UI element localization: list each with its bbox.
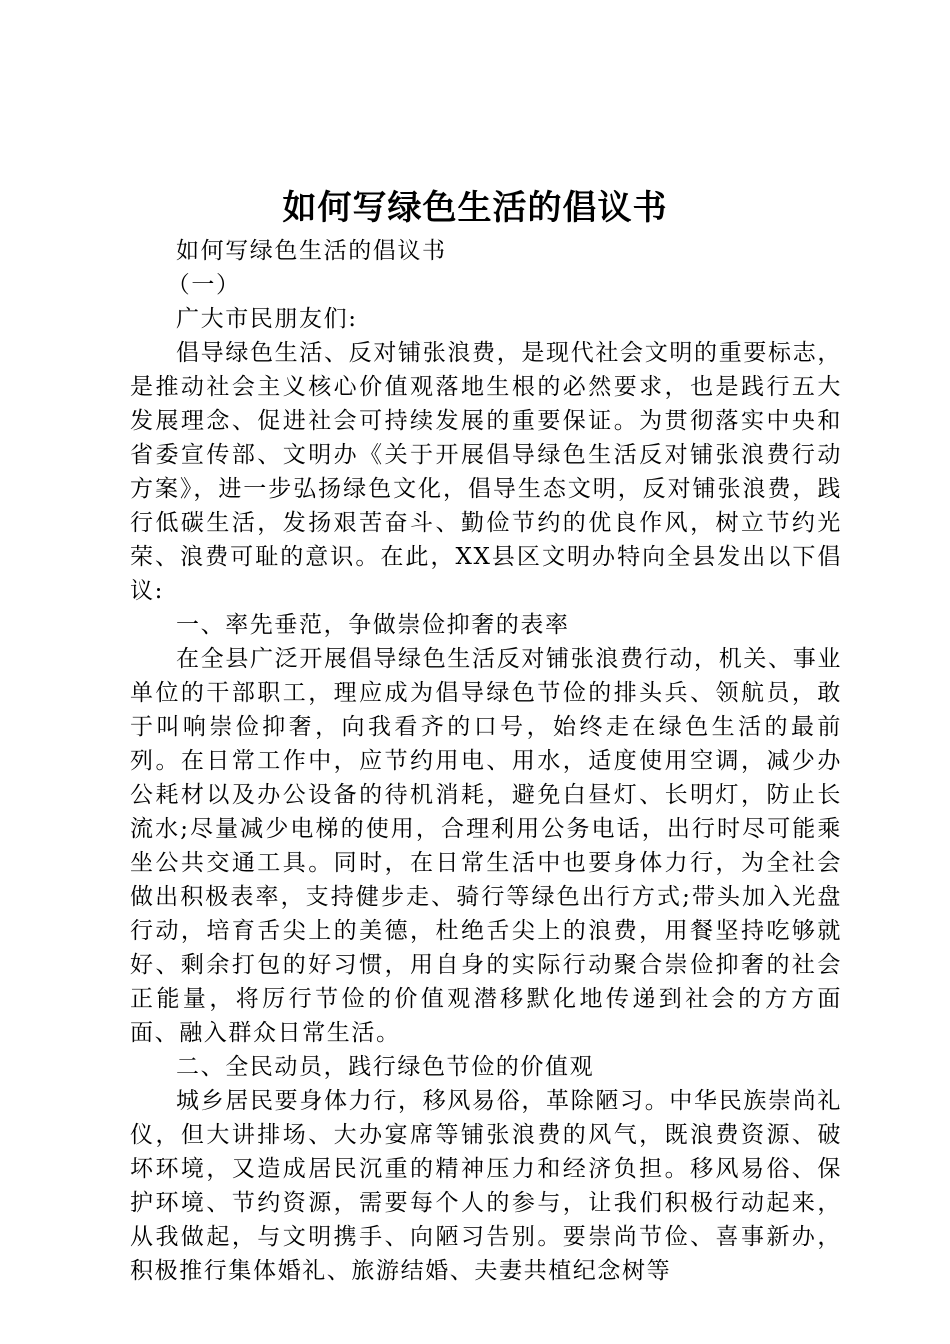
document-body (130, 234, 842, 1288)
paragraph-section-1: 在全县广泛开展倡导绿色生活反对铺张浪费行动，机关、事业单位的干部职工，理应成为倡导绿色节俭的排头兵、领航员，敢于叫响崇俭抑奢，向我看齐的口号，始终走在绿色生活的最前列。在日常工作中，应节约用电、用水，适度使用空调，减少办公耗材以及办公设备的待机消耗，避免白昼灯、长明灯，防止长流水;尽量减少电梯的使用，合理利用公务电话，出行时尽可能乘坐公共交通工具。同时，在日常生活中也要身体力行，为全社会做出积极表率，支持健步走、骑行等绿色出行方式;带头加入光盘行动，培育舌尖上的美德，杜绝舌尖上的浪费，用餐坚持吃够就好、剩余打包的好习惯，用自身的实际行动聚合崇俭抑奢的社会正能量，将厉行节俭的价值观潜移默化地传递到社会的方方面面、融入群众日常生活。 (130, 646, 842, 1046)
paragraph-intro: 倡导绿色生活、反对铺张浪费，是现代社会文明的重要标志，是推动社会主义核心价值观落地生根的必然要求，也是践行五大发展理念、促进社会可持续发展的重要保证。为贯彻落实中央和省委宣传部、文明办《关于开展倡导绿色生活反对铺张浪费行动方案》，进一步弘扬绿色文化，倡导生态文明，反对铺张浪费，践行低碳生活，发扬艰苦奋斗、勤俭节约的优良作风，树立节约光荣、浪费可耻的意识。在此，XX县区文明办特向全县发出以下倡议: (130, 340, 842, 604)
document-subtitle: 如何写绿色生活的倡议书 (176, 238, 447, 264)
section-heading-1: 一、率先垂范，争做崇俭抑奢的表率 (176, 612, 570, 638)
paragraph-section-2: 城乡居民要身体力行，移风易俗，革除陋习。中华民族崇尚礼仪，但大讲排场、大办宴席等铺张浪费的风气，既浪费资源、破坏环境，又造成居民沉重的精神压力和经济负担。移风易俗、保护环境、节约资源，需要每个人的参与，让我们积极行动起来，从我做起，与文明携手、向陋习告别。要崇尚节俭、喜事新办，积极推行集体婚礼、旅游结婚、夫妻共植纪念树等 (130, 1088, 842, 1284)
document-title: 如何写绿色生活的倡议书 (282, 188, 668, 228)
salutation: 广大市民朋友们: (176, 306, 358, 332)
section-mark: （一） (166, 272, 241, 298)
section-heading-2: 二、全民动员，践行绿色节俭的价值观 (176, 1054, 595, 1080)
